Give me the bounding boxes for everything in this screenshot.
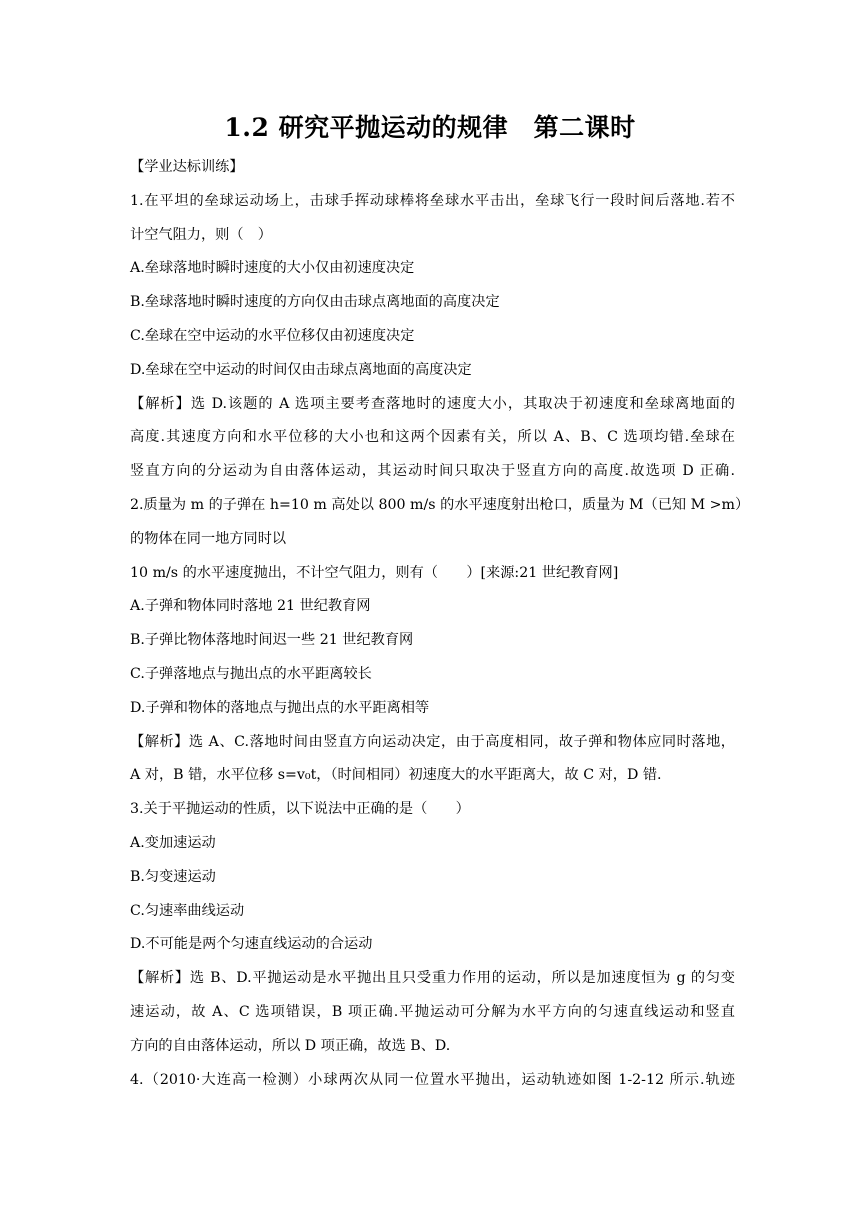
- text-line: B.垒球落地时瞬时速度的方向仅由击球点离地面的高度决定: [130, 294, 500, 311]
- text-line: 方向的自由落体运动，所以 D 项正确，故选 B、D.: [130, 1037, 451, 1054]
- text-line: B.匀变速运动: [130, 868, 216, 885]
- text-line: 1.在平坦的垒球运动场上，击球手挥动球棒将垒球水平击出，垒球飞行一段时间后落地.若不: [130, 192, 735, 209]
- text-line: 计空气阻力，则（ ）: [130, 226, 272, 243]
- text-line: 【学业达标训练】: [130, 159, 244, 175]
- text-line: D.子弹和物体的落地点与抛出点的水平距离相等: [130, 699, 430, 716]
- text-line: 高度.其速度方向和水平位移的大小也和这两个因素有关，所以 A、B、C 选项均错.垒球在: [130, 429, 735, 446]
- text-line: 3.关于平抛运动的性质，以下说法中正确的是（ ）: [130, 801, 470, 818]
- text-line: 的物体在同一地方同时以: [130, 530, 287, 547]
- text-line: 【解析】选 B、D.平抛运动是水平抛出且只受重力作用的运动，所以是加速度恒为 g 的匀变: [130, 970, 735, 987]
- text-line: D.垒球在空中运动的时间仅由击球点离地面的高度决定: [130, 361, 472, 378]
- page-title: 1.2 研究平抛运动的规律 第二课时: [224, 113, 636, 142]
- text-line: 4.（2010·大连高一检测）小球两次从同一位置水平抛出，运动轨迹如图 1-2-12 所示.轨迹: [130, 1071, 735, 1088]
- text-line: B.子弹比物体落地时间迟一些 21 世纪教育网: [130, 632, 414, 649]
- text-line: C.匀速率曲线运动: [130, 902, 245, 919]
- text-line: 竖直方向的分运动为自由落体运动，其运动时间只取决于竖直方向的高度.故选项 D 正确.: [130, 463, 735, 480]
- text-line: 【解析】选 D.该题的 A 选项主要考查落地时的速度大小，其取决于初速度和垒球离地面的: [130, 395, 735, 412]
- document-body: [130, 151, 750, 1097]
- text-line: C.子弹落地点与抛出点的水平距离较长: [130, 665, 372, 682]
- text-line: 2.质量为 m 的子弹在 h=10 m 高处以 800 m/s 的水平速度射出枪口，质量为 M（已知 M >m）: [130, 496, 750, 513]
- text-line: A.变加速运动: [130, 834, 216, 851]
- text-line: D.不可能是两个匀速直线运动的合运动: [130, 936, 373, 953]
- text-line: A 对，B 错，水平位移 s=v₀t，（时间相同）初速度大的水平距离大，故 C 对，D 错.: [130, 767, 662, 784]
- text-line: 【解析】选 A、C.落地时间由竖直方向运动决定，由于高度相同，故子弹和物体应同时落地，: [130, 733, 735, 750]
- text-line: A.垒球落地时瞬时速度的大小仅由初速度决定: [130, 260, 415, 277]
- text-line: 10 m/s 的水平速度抛出，不计空气阻力，则有（ ）[来源:21 世纪教育网]: [130, 564, 619, 581]
- text-line: C.垒球在空中运动的水平位移仅由初速度决定: [130, 327, 415, 344]
- text-line: 速运动，故 A、C 选项错误，B 项正确.平抛运动可分解为水平方向的匀速直线运动和竖直: [130, 1003, 735, 1020]
- text-line: A.子弹和物体同时落地 21 世纪教育网: [130, 598, 371, 615]
